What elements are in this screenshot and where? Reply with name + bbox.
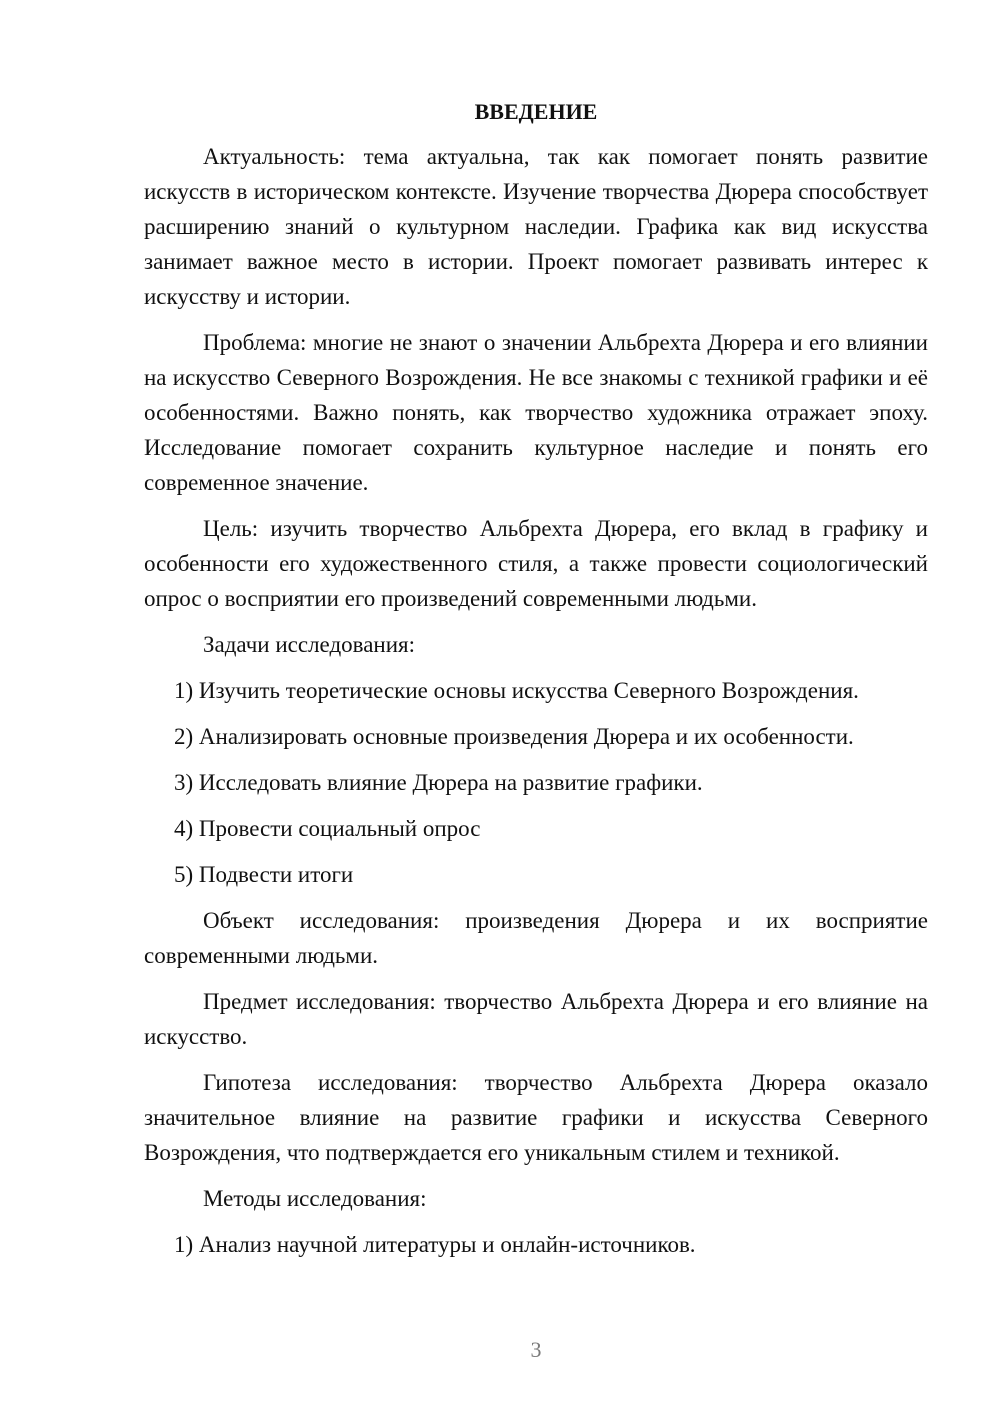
paragraph-problem: Проблема: многие не знают о значении Альбрехта Дюрера и его влиянии на искусство Северного Возрождения. Не все знакомы с техникой графики и её особенностями. Важно понять, как творчество художника отражает эпоху. Исследование помогает сохранить культурное наследие и понять его современное значение. — [144, 330, 928, 495]
paragraph-relevance: Актуальность: тема актуальна, так как помогает понять развитие искусств в историческом контексте. Изучение творчества Дюрера способствует расширению знаний о культурном наследии. Графика как вид искусства занимает важное место в истории. Проект помогает развивать интерес к искусству и истории. — [144, 144, 928, 309]
paragraph-hypothesis: Гипотеза исследования: творчество Альбрехта Дюрера оказало значительное влияние на развитие графики и искусства Северного Возрождения, что подтверждается его уникальным стилем и техникой. — [144, 1070, 928, 1165]
paragraph-goal: Цель: изучить творчество Альбрехта Дюрера, его вклад в графику и особенности его художественного стиля, а также провести социологический опрос о восприятии его произведений современными людьми. — [144, 516, 928, 611]
tasks-heading: Задачи исследования: — [203, 632, 416, 657]
methods-heading: Методы исследования: — [203, 1186, 427, 1211]
page-number: 3 — [530, 1337, 542, 1362]
list-item: 3) Исследовать влияние Дюрера на развитие графики. — [174, 770, 703, 795]
methods-list — [144, 1227, 928, 1262]
page-content — [144, 94, 928, 1273]
list-item: 2) Анализировать основные произведения Дюрера и их особенности. — [174, 724, 854, 749]
section-title: ВВЕДЕНИЕ — [474, 99, 598, 124]
list-item: 4) Провести социальный опрос — [174, 816, 481, 841]
paragraph-subject: Предмет исследования: творчество Альбрехта Дюрера и его влияние на искусство. — [144, 989, 928, 1049]
list-item: 5) Подвести итоги — [174, 862, 354, 887]
tasks-list — [144, 673, 928, 892]
list-item: 1) Анализ научной литературы и онлайн-источников. — [174, 1232, 696, 1257]
paragraph-object: Объект исследования: произведения Дюрера и их восприятие современными людьми. — [144, 908, 928, 968]
list-item: 1) Изучить теоретические основы искусства Северного Возрождения. — [174, 678, 859, 703]
